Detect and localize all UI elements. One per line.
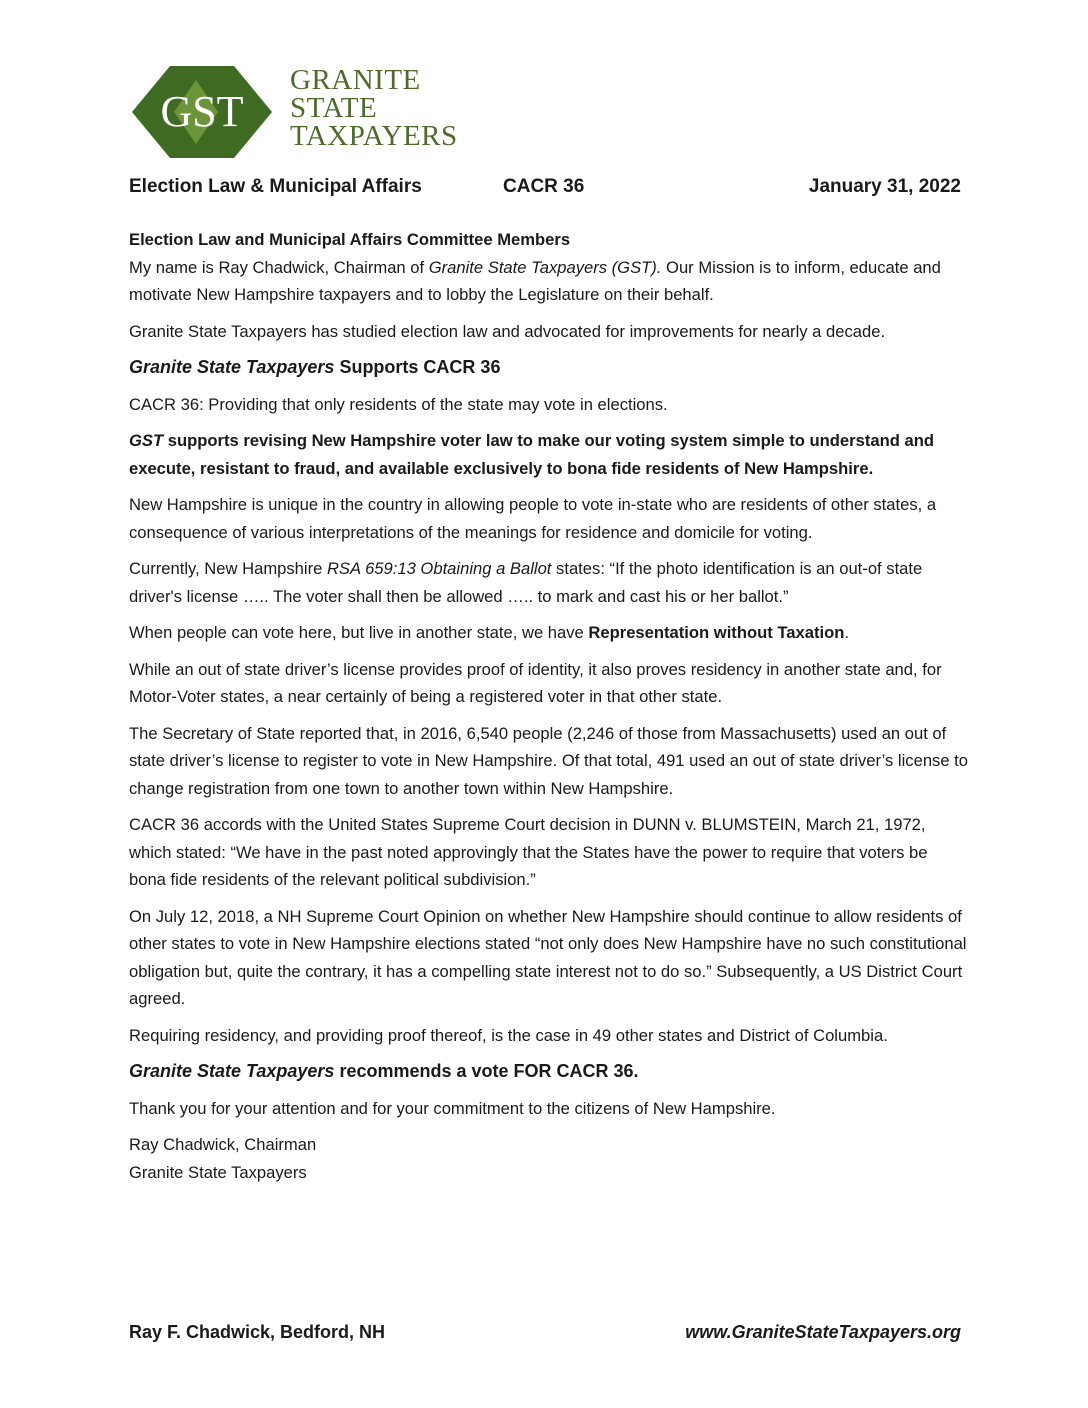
- history-paragraph: Granite State Taxpayers has studied election law and advocated for improvements for nearly a decade.: [129, 321, 886, 341]
- logo-line-granite: GRANITE: [290, 64, 421, 96]
- letter-header: [129, 176, 961, 206]
- signature-org: Granite State Taxpayers: [129, 1162, 307, 1182]
- rsa-paragraph: Currently, New Hampshire RSA 659:13 Obtaining a Ballot states: “If the photo identification is an out-of state driver's license ….. The voter shall then be allowed ….. to mark and cast his or her ballot.”: [129, 559, 923, 606]
- footer-website-link[interactable]: www.GraniteStateTaxpayers.org: [685, 1322, 961, 1342]
- signature-name: Ray Chadwick, Chairman: [129, 1135, 317, 1154]
- intro-paragraph: My name is Ray Chadwick, Chairman of Granite State Taxpayers (GST). Our Mission is to inform, educate and motivate New Hampshire taxpayers and to lobby the Legislature on their behalf.: [129, 257, 941, 304]
- gst-logo-wordmark: [290, 66, 458, 150]
- gst-logo: [130, 62, 470, 162]
- letter-body: [129, 226, 969, 1186]
- support-heading: Granite State Taxpayers Supports CACR 36: [129, 357, 501, 377]
- letter-date: January 31, 2022: [808, 176, 961, 197]
- dunn-paragraph: CACR 36 accords with the United States Supreme Court decision in DUNN v. BLUMSTEIN, March 21, 1972, which stated: “We have in the past noted approvingly that the States have the power to require that voters be bona fide residents of the relevant political subdivision.”: [129, 815, 928, 889]
- recommendation-heading: Granite State Taxpayers recommends a vote FOR CACR 36.: [129, 1061, 639, 1081]
- thanks-paragraph: Thank you for your attention and for your commitment to the citizens of New Hampshire.: [129, 1098, 776, 1118]
- secretary-paragraph: The Secretary of State reported that, in 2016, 6,540 people (2,246 of those from Massachusetts) used an out of state driver’s license to register to vote in New Hampshire. Of that total, 491 used an out of state driver’s license to change registration from one town to another town within New Hampshire.: [129, 723, 969, 798]
- residency-paragraph: Requiring residency, and providing proof thereof, is the case in 49 other states and District of Columbia.: [129, 1025, 888, 1045]
- unique-paragraph: New Hampshire is unique in the country in allowing people to vote in-state who are residents of other states, a consequence of various interpretations of the meanings for residence and domicile for voting.: [129, 495, 937, 542]
- logo-line-state: STATE: [290, 92, 378, 124]
- representation-paragraph: When people can vote here, but live in another state, we have Representation without Taxation.: [129, 623, 850, 642]
- supports-paragraph: GST supports revising New Hampshire voter law to make our voting system simple to understand and execute, resistant to fraud, and available exclusively to bona fide residents of New Hampshire.: [129, 431, 934, 478]
- cacr-description: CACR 36: Providing that only residents of the state may vote in elections.: [129, 394, 668, 414]
- salutation: Election Law and Municipal Affairs Committee Members: [129, 230, 571, 249]
- gst-logo-mark-icon: [130, 62, 280, 162]
- nh-supreme-court-paragraph: On July 12, 2018, a NH Supreme Court Opinion on whether New Hampshire should continue to allow residents of other states to vote in New Hampshire elections stated “not only does New Hampshire have no such constitutional obligation but, quite the contrary, it has a compelling state interest not to do so.” Subsequently, a US District Court agreed.: [129, 906, 967, 1008]
- committee-name: Election Law & Municipal Affairs: [129, 176, 422, 197]
- letter-footer: [129, 1322, 961, 1348]
- license-paragraph: While an out of state driver’s license provides proof of identity, it also proves residency in another state and, for Motor-Voter states, a near certainly of being a registered voter in that other state.: [129, 659, 942, 706]
- bill-number: CACR 36: [503, 176, 585, 197]
- gst-logo-mark-text: GST: [160, 87, 244, 136]
- logo-line-taxpayers: TAXPAYERS: [290, 120, 458, 152]
- footer-author: Ray F. Chadwick, Bedford, NH: [129, 1322, 386, 1342]
